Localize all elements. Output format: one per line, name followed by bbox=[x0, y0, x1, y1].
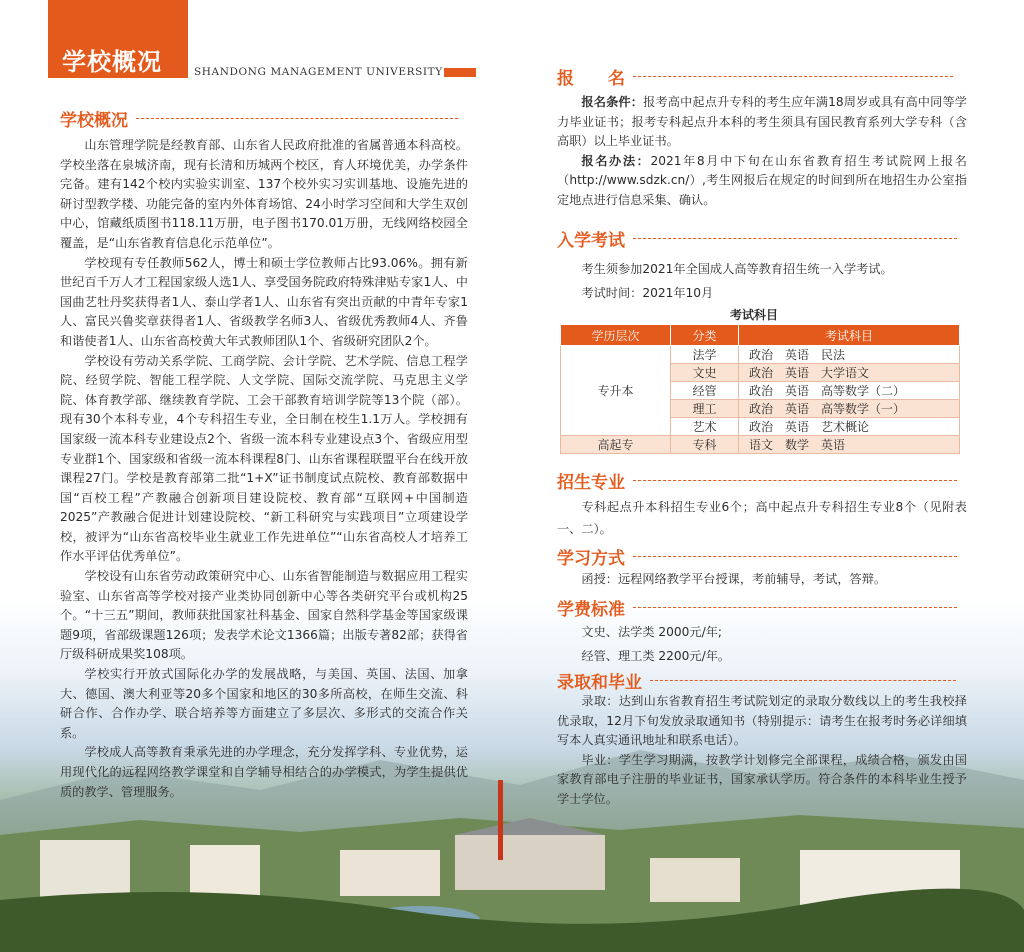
table-header-cell: 学历层次 bbox=[561, 325, 671, 346]
category-cell: 法学 bbox=[671, 346, 739, 364]
section-title-text: 招生专业 bbox=[557, 473, 625, 493]
exam-line-2: 考试时间：2021年10月 bbox=[581, 286, 714, 300]
dashed-divider bbox=[633, 607, 957, 608]
section-title-fees bbox=[557, 595, 957, 620]
dashed-divider bbox=[633, 238, 957, 239]
category-cell: 文史 bbox=[671, 364, 739, 382]
exam-line-1: 考生须参加2021年全国成人高等教育招生统一入学考试。 bbox=[581, 262, 893, 276]
registration-body bbox=[557, 93, 967, 211]
majors-body bbox=[557, 496, 967, 540]
fees-line-2: 经管、理工类 2200元/年。 bbox=[581, 649, 731, 663]
overview-body bbox=[60, 136, 468, 802]
table-header-cell: 考试科目 bbox=[739, 325, 960, 346]
method-text: 2021年8月中下旬在山东省教育招生考试院网上报名（http://www.sdzk.cn/）,考生网报后在规定的时间到所在地招生办公室指定地点进行信息采集、确认。 bbox=[557, 153, 967, 207]
level-cell: 高起专 bbox=[561, 436, 671, 454]
admission-paragraph: 录取：达到山东省教育招生考试院划定的录取分数线以上的考生我校择优录取，12月下旬发放录取通知书（特别提示：请考生在报考时务必详细填写本人真实通讯地址和联系电话）。 bbox=[557, 694, 967, 748]
subjects-cell: 政治 英语 高等数学（一） bbox=[739, 400, 960, 418]
overview-paragraph: 学校现有专任教师562人，博士和硕士学位教师占比93.06%。拥有新世纪百千万人才工程国家级人选1人、享受国务院政府特殊津贴专家1人、中国曲艺牡丹奖获得者1人、泰山学者1人、山东省有突出贡献的中青年专家1人、富民兴鲁奖章获得者1人、省级教学名师3人、省级优秀教师4人、齐鲁和谐使者1人、山东省高校黄大年式教师团队1个、省级研究团队2个。 bbox=[60, 255, 468, 348]
graduation-paragraph: 毕业：学生学习期满，按教学计划修完全部课程，成绩合格，颁发由国家教育部电子注册的毕业证书，国家承认学历。符合条件的本科毕业生授予学士学位。 bbox=[557, 752, 967, 806]
exam-body bbox=[557, 257, 967, 305]
section-title-study bbox=[557, 544, 957, 569]
dashed-divider bbox=[650, 680, 956, 681]
subjects-cell: 语文 数学 英语 bbox=[739, 436, 960, 454]
dashed-divider bbox=[633, 556, 957, 557]
section-title-text: 学费标准 bbox=[557, 600, 625, 620]
section-title-text: 学校概况 bbox=[60, 111, 128, 131]
section-title-exam bbox=[557, 226, 957, 251]
subjects-cell: 政治 英语 民法 bbox=[739, 346, 960, 364]
level-cell: 专升本 bbox=[561, 346, 671, 436]
overview-paragraph: 学校成人高等教育秉承先进的办学理念，充分发挥学科、专业优势，运用现代化的远程网络教学课堂和自学辅导相结合的办学模式，为学生提供优质的教学、管理服务。 bbox=[60, 745, 468, 799]
category-cell: 经管 bbox=[671, 382, 739, 400]
category-cell: 专科 bbox=[671, 436, 739, 454]
section-title-overview bbox=[60, 106, 458, 131]
dashed-divider bbox=[136, 118, 458, 119]
header-accent-bar bbox=[444, 68, 476, 77]
table-row bbox=[561, 346, 960, 364]
section-title-admission bbox=[557, 668, 956, 693]
conditions-label: 报名条件： bbox=[581, 95, 644, 109]
section-title-text: 报 名 bbox=[557, 69, 625, 89]
section-title-text: 录取和毕业 bbox=[557, 673, 642, 693]
exam-subjects-table bbox=[560, 324, 960, 454]
exam-table-caption: 考试科目 bbox=[730, 308, 779, 322]
study-body bbox=[557, 570, 967, 590]
method-label: 报名办法： bbox=[581, 153, 651, 168]
subjects-cell: 政治 英语 大学语文 bbox=[739, 364, 960, 382]
admission-body bbox=[557, 692, 967, 810]
table-row bbox=[561, 436, 960, 454]
overview-paragraph: 学校实行开放式国际化办学的发展战略，与美国、英国、法国、加拿大、德国、澳大利亚等20多个国家和地区的30多所高校，在师生交流、科研合作、合作办学、联合培养等方面建立了多层次、多形式的交流合作关系。 bbox=[60, 667, 468, 740]
university-english-name: SHANDONG MANAGEMENT UNIVERSITY bbox=[194, 66, 443, 78]
header-badge: 学校概况 bbox=[48, 34, 188, 78]
study-text: 函授：远程网络教学平台授课，考前辅导，考试，答辩。 bbox=[581, 572, 887, 586]
overview-paragraph: 山东管理学院是经教育部、山东省人民政府批准的省属普通本科高校。学校坐落在泉城济南，现有长清和历城两个校区，育人环境优美，办学条件完备。建有142个校内实验实训室、137个校外实习实训基地、设施先进的研讨型教学楼、功能完备的室内外体育场馆、24小时学习空间和大学生双创中心，馆藏纸质图书118.11万册，电子图书170.01万册，无线网络校园全覆盖，是“山东省教育信息化示范单位”。 bbox=[60, 138, 468, 250]
section-title-text: 学习方式 bbox=[557, 549, 625, 569]
section-title-text: 入学考试 bbox=[557, 231, 625, 251]
table-header-cell: 分类 bbox=[671, 325, 739, 346]
category-cell: 艺术 bbox=[671, 418, 739, 436]
overview-paragraph: 学校设有山东省劳动政策研究中心、山东省智能制造与数据应用工程实验室、山东省高等学校对接产业类协同创新中心等各类研究平台或机构25个。“十三五”期间，教师获批国家社科基金、国家自然科学基金等国家级课题9项，省部级课题126项；发表学术论文1366篇；出版专著82部；获得省厅级科研成果奖108项。 bbox=[60, 569, 468, 662]
conditions-text: 报考高中起点升专科的考生应年满18周岁或具有高中同等学力毕业证书；报考专科起点升本科的考生须具有国民教育系列大学专科（含高职）以上毕业证书。 bbox=[557, 95, 967, 149]
dashed-divider bbox=[633, 480, 957, 481]
section-title-majors bbox=[557, 468, 957, 493]
majors-text: 专科起点升本科招生专业6个；高中起点升专科招生专业8个（见附表一、二）。 bbox=[557, 500, 967, 536]
fees-line-1: 文史、法学类 2000元/年; bbox=[581, 625, 722, 639]
subjects-cell: 政治 英语 高等数学（二） bbox=[739, 382, 960, 400]
registration-method bbox=[557, 152, 967, 211]
subjects-cell: 政治 英语 艺术概论 bbox=[739, 418, 960, 436]
registration-conditions bbox=[557, 93, 967, 152]
fees-body bbox=[557, 620, 967, 668]
dashed-divider bbox=[633, 76, 953, 77]
header-badge-strip bbox=[48, 0, 188, 34]
section-title-registration bbox=[557, 64, 953, 89]
overview-paragraph: 学校设有劳动关系学院、工商学院、会计学院、艺术学院、信息工程学院、经贸学院、智能工程学院、人文学院、国际交流学院、马克思主义学院、体育教学部、继续教育学院、工会干部教育培训学院等13个院（部）。现有30个本科专业，4个专科招生专业，全日制在校生1.1万人。学校拥有国家级一流本科专业建设点2个、省级一流本科专业建设点3个、省级应用型专业群1个、国家级和省级一流本科课程8门、山东省课程联盟平台在线开放课程27门。学校是教育部第二批“1+X”证书制度试点院校、教育部数据中国“百校工程”产教融合创新项目建设院校、教育部“互联网+中国制造2025”产教融合促进计划建设院校、“新工科研究与实践项目”立项建设学校，被评为“山东省高校毕业生就业工作先进单位”“山东省高校人才培养工作水平评估优秀单位”。 bbox=[60, 353, 468, 564]
table-header-row bbox=[561, 325, 960, 346]
category-cell: 理工 bbox=[671, 400, 739, 418]
